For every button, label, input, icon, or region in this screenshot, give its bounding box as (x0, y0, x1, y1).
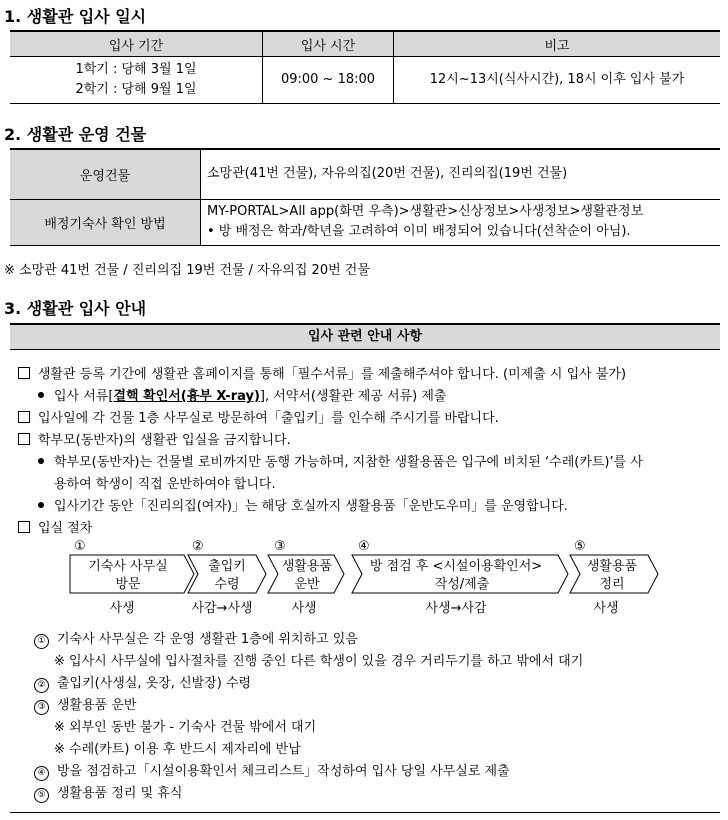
section-bottom-divider (10, 812, 720, 813)
step-number: ② (34, 678, 49, 693)
flow-step-1 (70, 539, 194, 616)
flow-step-1-actor: 사생 (109, 601, 135, 616)
period-cell (10, 57, 263, 104)
flow-step-2-number: ② (192, 539, 204, 554)
flow-step-1-label-2: 방문 (115, 577, 141, 592)
flow-step-2-actor: 사감→사생 (191, 601, 253, 616)
room-check-path: MY-PORTAL>All app(화면 우측)>생활관>신상정보>사생정보>생활관정보 (207, 204, 644, 219)
guide-item (18, 407, 499, 426)
flow-step-3 (268, 539, 344, 616)
flow-step-4 (352, 539, 568, 616)
flow-step-4-actor: 사생→사감 (425, 601, 487, 616)
guide-text: 학부모(동반자)는 건물별 로비까지만 동행 가능하며, 지참한 생활용품은 입구에 비치된 ‘수레(카트)’를 사 (54, 455, 643, 470)
entry-schedule-table (10, 30, 720, 104)
buildings-value: 소망관(41번 건물), 자유의집(20번 건물), 진리의집(19번 건물) (201, 149, 721, 199)
procedure-step-2 (34, 672, 251, 693)
flow-step-2-label-2: 수령 (214, 577, 240, 592)
buildings-label: 운영건물 (10, 149, 201, 199)
flow-step-3-actor: 사생 (291, 601, 317, 616)
flow-step-5-actor: 사생 (593, 601, 619, 616)
guide-text: 입사일에 각 건물 1층 사무실로 방문하여「출입키」를 인수해 주시기를 바랍니다. (38, 411, 499, 426)
step-number: ④ (34, 766, 49, 781)
period-2: 2학기 : 당해 9월 1일 (75, 82, 197, 97)
step-number: ⑤ (34, 788, 49, 803)
flow-step-5-label: 생활용품 (586, 559, 638, 574)
step-text: 생활용품 정리 및 휴식 (57, 786, 183, 801)
header-time: 입사 시간 (263, 31, 394, 57)
step-number: ① (34, 634, 49, 649)
procedure-step-4 (34, 760, 510, 781)
flow-step-1-label: 기숙사 사무실 (88, 559, 168, 574)
procedure-step-5 (34, 782, 182, 803)
guide-text: 입사 서류[ (54, 389, 114, 404)
section-2-title: 2. 생활관 운영 건물 (4, 125, 147, 144)
guide-item (18, 429, 291, 448)
building-table (10, 148, 720, 246)
step-text: 방을 점검하고「시설이용확인서 체크리스트」작성하여 입사 당일 사무실로 제출 (57, 764, 510, 779)
guide-item (18, 517, 92, 536)
guide-text: ], 서약서(생활관 제공 서류) 제출 (259, 389, 447, 404)
tb-certificate-text: 결핵 확인서(흉부 X-ray) (113, 389, 260, 404)
bullet-icon (38, 392, 44, 398)
checkbox-icon (18, 433, 30, 445)
section-3-title: 3. 생활관 입사 안내 (4, 299, 147, 318)
remark-cell: 12시~13시(식사시간), 18시 이후 입사 불가 (394, 57, 721, 104)
checkbox-icon (18, 411, 30, 423)
room-check-label: 배정기숙사 확인 방법 (10, 199, 201, 245)
flow-step-2 (188, 539, 266, 616)
flow-step-4-label: 방 점검 후 <시설이용확인서> (369, 559, 543, 574)
step-text: 출입키(사생실, 옷장, 신발장) 수령 (57, 676, 252, 691)
procedure-step-1 (34, 628, 358, 649)
guide-subitem (38, 385, 446, 404)
procedure-step-3 (34, 694, 136, 715)
checkbox-icon (18, 521, 30, 533)
guide-text: 학부모(동반자)의 생활관 입실을 금지합니다. (38, 433, 291, 448)
section-1-title: 1. 생활관 입사 일시 (4, 7, 147, 26)
guide-subitem (38, 451, 643, 470)
building-number-note: ※ 소망관 41번 건물 / 진리의집 19번 건물 / 자유의집 20번 건물 (4, 263, 370, 278)
time-cell: 09:00 ~ 18:00 (263, 57, 394, 104)
room-check-value (201, 199, 721, 245)
guide-header-bar: 입사 관련 안내 사항 (10, 323, 720, 350)
flow-step-5-number: ⑤ (574, 539, 586, 554)
entry-procedure-flow (0, 538, 728, 618)
guide-text: 입실 절차 (38, 521, 93, 536)
header-remark: 비고 (394, 31, 721, 57)
guide-text: 입사기간 동안「진리의집(여자)」는 해당 호실까지 생활용품「운반도우미」를 운영합니다. (54, 499, 568, 514)
flow-step-4-number: ④ (358, 539, 370, 554)
guide-subitem (38, 495, 568, 514)
step-number: ③ (34, 700, 49, 715)
flow-step-3-number: ③ (274, 539, 286, 554)
guide-text: 생활관 등록 기간에 생활관 홈페이지를 통해「필수서류」를 제출해주셔야 합니다. (미제출 시 입사 불가) (38, 367, 627, 382)
procedure-step-3-note-1: ※ 외부인 동반 불가 - 기숙사 건물 밖에서 대기 (54, 720, 317, 735)
guide-item (18, 363, 626, 382)
step-text: 생활용품 운반 (57, 698, 137, 713)
flow-step-3-label: 생활용품 (281, 559, 333, 574)
period-1: 1학기 : 당해 3월 1일 (75, 62, 197, 77)
procedure-step-1-note: ※ 입사시 사무실에 입사절차를 진행 중인 다른 학생이 있을 경우 거리두기를 하고 밖에서 대기 (54, 654, 584, 669)
flow-step-2-label: 출입키 (208, 559, 246, 574)
bullet-icon (38, 502, 44, 508)
procedure-step-3-note-2: ※ 수레(카트) 이용 후 반드시 제자리에 반납 (54, 742, 301, 757)
bullet-icon (38, 458, 44, 464)
flow-step-3-label-2: 운반 (294, 577, 320, 592)
room-check-note: • 방 배정은 학과/학년을 고려하여 이미 배정되어 있습니다(선착순이 아님). (207, 224, 631, 239)
guide-text-cont: 용하여 학생이 직접 운반하여야 합니다. (54, 477, 276, 492)
flow-step-5 (570, 539, 658, 616)
header-period: 입사 기간 (10, 31, 263, 57)
flow-step-4-label-2: 작성/제출 (434, 577, 490, 592)
step-text: 기숙사 사무실은 각 운영 생활관 1층에 위치하고 있음 (57, 632, 358, 647)
flow-step-1-number: ① (74, 539, 86, 554)
checkbox-icon (18, 367, 30, 379)
flow-step-5-label-2: 정리 (599, 577, 625, 592)
